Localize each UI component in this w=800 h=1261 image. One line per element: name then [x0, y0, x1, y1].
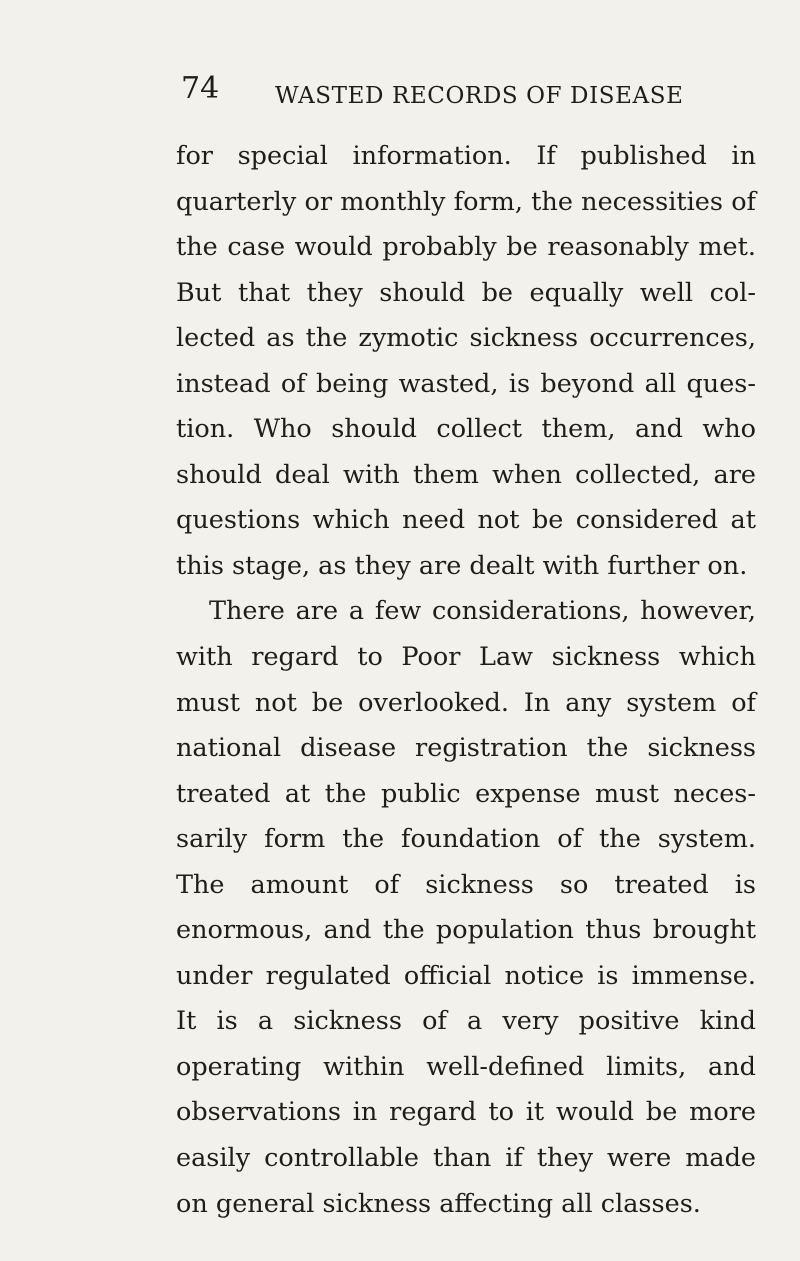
text-line: tion. Who should collect them, and who: [176, 414, 756, 445]
text-line: But that they should be equally well col-: [176, 277, 756, 308]
page-number: 74: [181, 71, 220, 106]
text-line: for special information. If published in: [176, 141, 756, 171]
text-line: observations in regard to it would be more: [176, 1097, 756, 1128]
text-line: There are a few considerations, however,: [209, 596, 756, 627]
text-line: with regard to Poor Law sickness which: [176, 642, 756, 673]
text-line: this stage, as they are dealt with further on.: [176, 550, 748, 581]
text-line: It is a sickness of a very positive kind: [176, 1006, 756, 1037]
text-line: must not be overlooked. In any system of: [176, 687, 756, 718]
body-text: [176, 134, 756, 1227]
text-line: under regulated official notice is immense.: [176, 960, 756, 991]
text-line: should deal with them when collected, are: [176, 459, 756, 490]
text-line: enormous, and the population thus brought: [176, 915, 756, 946]
text-line: the case would probably be reasonably met.: [176, 232, 756, 263]
text-line: operating within well-defined limits, and: [176, 1051, 756, 1082]
text-line: treated at the public expense must neces-: [176, 778, 756, 809]
text-line: instead of being wasted, is beyond all ques-: [176, 368, 756, 399]
text-line: quarterly or monthly form, the necessities of: [176, 186, 756, 217]
running-title: WASTED RECORDS OF DISEASE: [275, 83, 684, 109]
text-line: The amount of sickness so treated is: [176, 869, 756, 900]
text-line: on general sickness affecting all classes.: [176, 1188, 701, 1219]
text-line: national disease registration the sickness: [176, 733, 756, 764]
text-line: sarily form the foundation of the system.: [176, 824, 756, 855]
text-line: questions which need not be considered at: [176, 505, 756, 536]
text-line: easily controllable than if they were made: [176, 1143, 756, 1174]
text-line: lected as the zymotic sickness occurrences,: [176, 323, 756, 354]
